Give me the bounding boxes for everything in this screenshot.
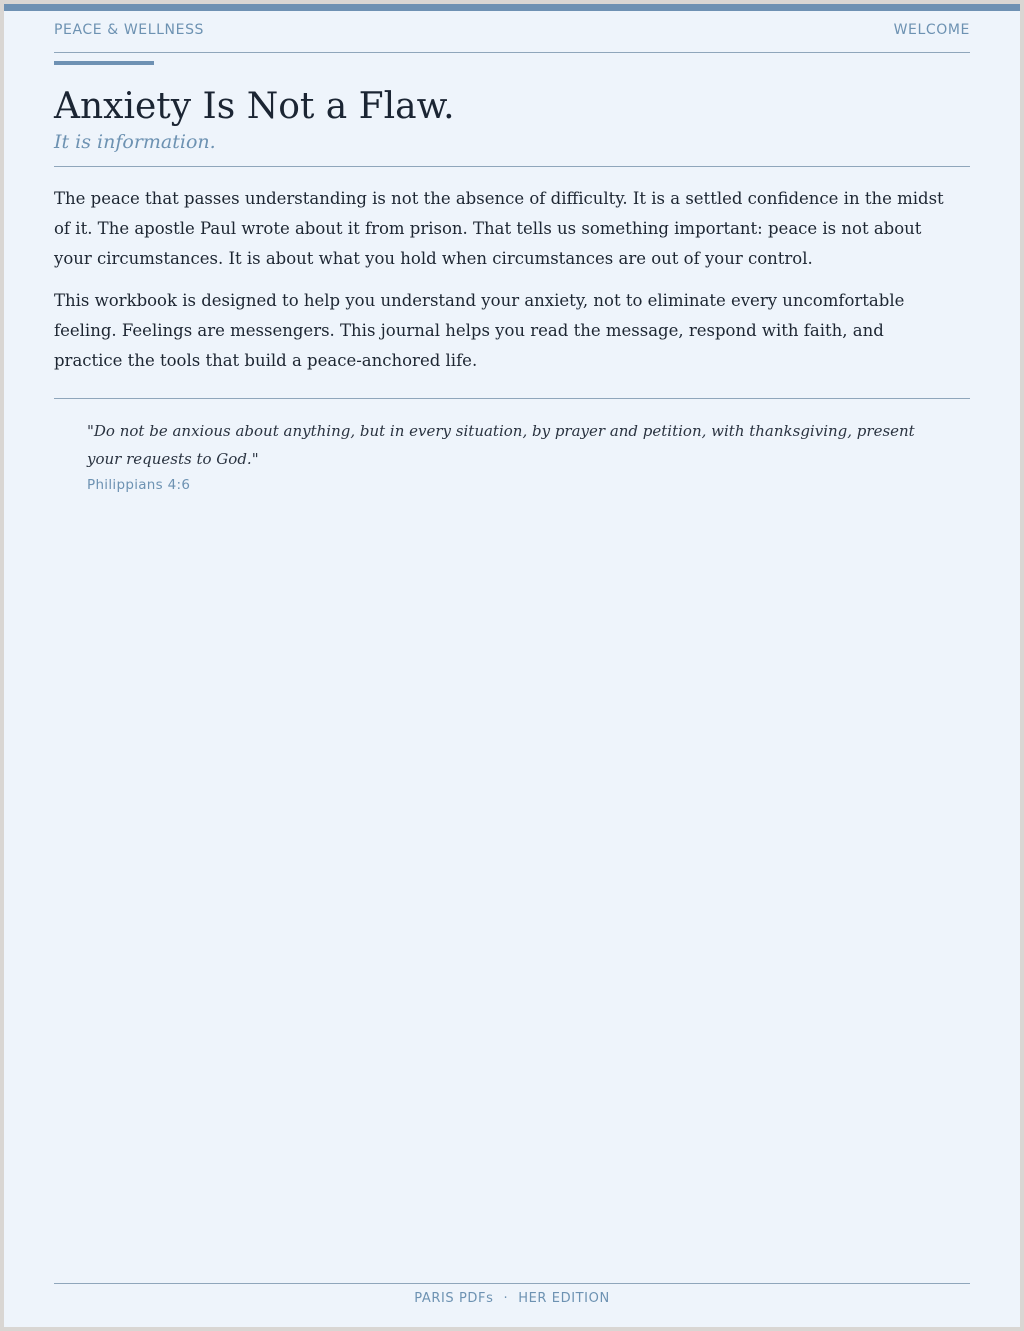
footer-edition: HER EDITION [518,1291,610,1306]
footer-brand: PARIS PDFs [414,1291,494,1306]
header-chapter-label: WELCOME [893,22,970,38]
page-subtitle: It is information. [54,131,216,153]
title-accent-bar [54,61,154,65]
footer-divider [54,1283,970,1284]
title-divider [54,166,970,167]
body-paragraph: This workbook is designed to help you understand your anxiety, not to eliminate every uncomfortable feeling. Feelings are messengers. This journal helps you read the message, respond with faith, and practice the tools that build a peace-anchored life. [54,291,905,370]
page-footer [54,1289,970,1309]
page [4,4,1020,1327]
running-header [54,22,970,53]
scripture-reference: Philippians 4:6 [87,477,191,493]
body-text [54,184,954,388]
header-section-label: PEACE & WELLNESS [54,22,205,38]
quote-divider [54,398,970,399]
footer-separator: · [503,1291,509,1306]
page-title: Anxiety Is Not a Flaw. [54,86,455,127]
scripture-quote: "Do not be anxious about anything, but in every situation, by prayer and petition, with thanksgiving, present your requests to God." [87,422,915,468]
body-paragraph: The peace that passes understanding is not the absence of difficulty. It is a settled confidence in the midst of it. The apostle Paul wrote about it from prison. That tells us something important: peace is not about your circumstances. It is about what you hold when circumstances are out of your control. [54,189,944,268]
